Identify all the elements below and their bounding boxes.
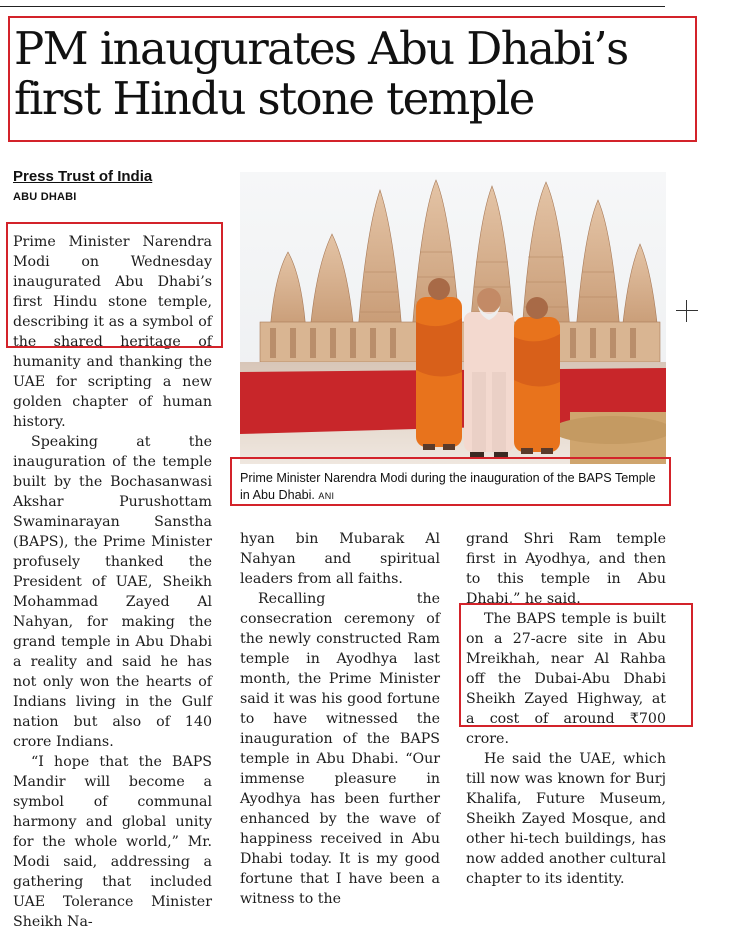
paragraph: “I hope that the BAPS Mandir will become a symbol of communal harmony and global unity for the whole world,” Mr. Modi said, addressing a gathering that included UAE Tolerance Minister Sheikh Na- xyxy=(13,754,212,930)
paragraph: hyan bin Mubarak Al Nahyan and spiritual leaders from all faiths. xyxy=(240,531,440,587)
column-1 xyxy=(13,232,212,932)
paragraph: Speaking at the inauguration of the temple built by the Bochasanwasi Akshar Purushottam Swaminarayan Sanstha (BAPS), the Prime Minister profusely thanked the President of UAE, Sheikh Mohammad Zayed Al Nahyan, for making the grand temple in Abu Dhabi a reality and said he has not only won the hearts of Indians living in the Gulf nation but also of 140 crore Indians. xyxy=(13,434,212,750)
paragraph: He said the UAE, which till now was known for Burj Khalifa, Future Museum, Sheikh Zayed Mosque, and other hi-tech buildings, has now added another cultural chapter to its identity. xyxy=(466,751,666,887)
dateline: ABU DHABI xyxy=(13,191,77,203)
byline: Press Trust of India xyxy=(13,168,153,185)
temple-photo xyxy=(240,172,666,464)
caption-text: Prime Minister Narendra Modi during the inauguration of the BAPS Temple in Abu Dhabi. xyxy=(240,471,656,502)
photo-caption xyxy=(240,470,666,505)
paragraph: Prime Minister Narendra Modi on Wednesday inaugurated Abu Dhabi’s first Hindu stone temple, describing it as a symbol of the shared heritage of humanity and thanking the UAE for scripting a new golden chapter of human history. xyxy=(13,234,212,430)
paragraph: grand Shri Ram temple first in Ayodhya, and then to this temple in Abu Dhabi,” he said. xyxy=(466,531,666,607)
column-2 xyxy=(240,529,440,909)
photo-credit: ANI xyxy=(318,491,335,501)
paragraph: Recalling the consecration ceremony of the newly constructed Ram temple in Ayodhya last month, the Prime Minister said it was his good fortune to have witnessed the inauguration of the BAPS temple in Abu Dhabi. “Our immense pleasure in Ayodhya has been further enhanced by the wave of happiness received in Abu Dhabi today. It is my good fortune that I have been a witness to the xyxy=(240,591,440,907)
photo-illustration xyxy=(240,172,666,464)
top-rule xyxy=(0,6,665,7)
paragraph: The BAPS temple is built on a 27-acre site in Abu Mreikhah, near Al Rahba off the Dubai-Abu Dhabi Sheikh Zayed Highway, at a cost of around ₹700 crore. xyxy=(466,611,666,747)
column-3 xyxy=(466,529,666,889)
headline: PM inaugurates Abu Dhabi’s first Hindu stone temple xyxy=(14,22,628,125)
crosshair-icon xyxy=(676,300,698,322)
